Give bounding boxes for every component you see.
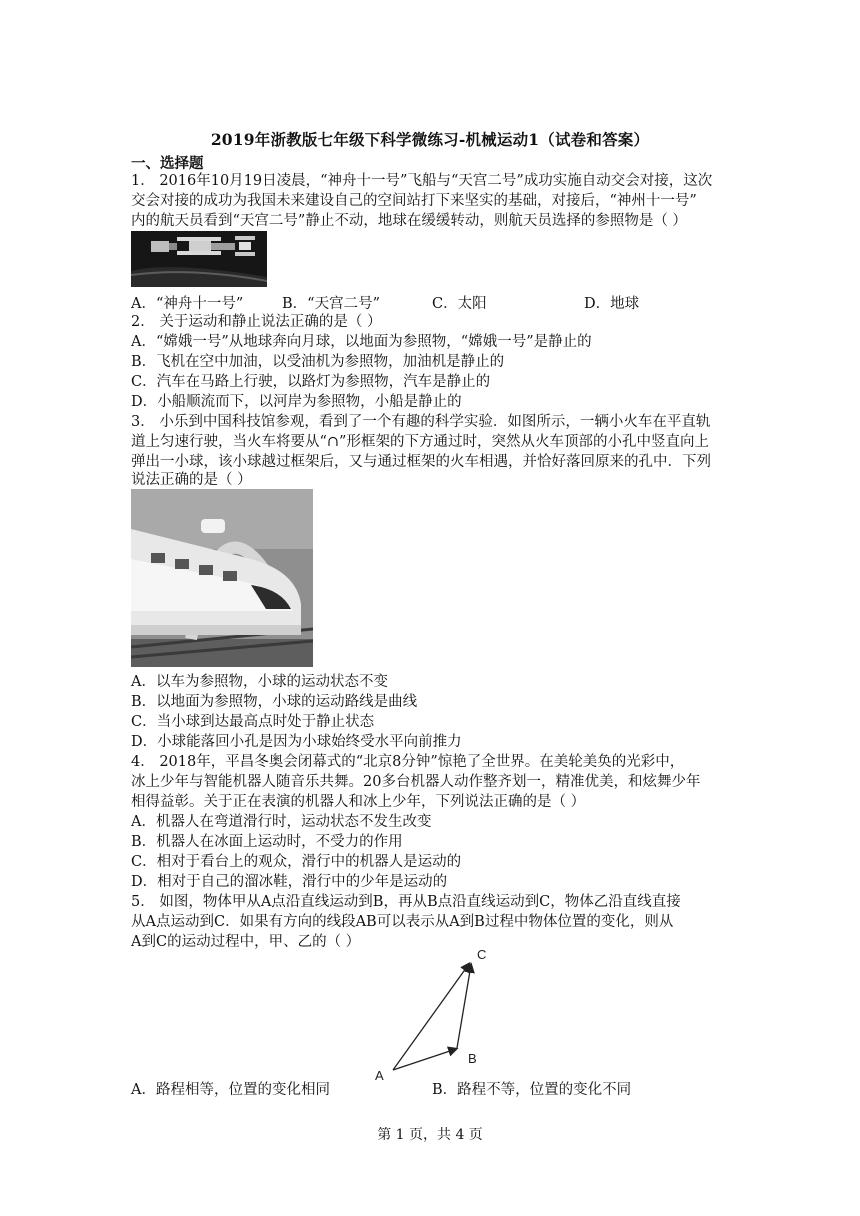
q2-option-d: D．小船顺流而下，以河岸为参照物，小船是静止的 [131, 394, 462, 410]
page-footer: 第 1 页，共 4 页 [377, 1127, 483, 1143]
q4-option-d: D．相对于自己的溜冰鞋，滑行中的少年是运动的 [131, 874, 448, 890]
q3-option-c: C．当小球到达最高点时处于静止状态 [131, 714, 375, 730]
q3-option-d: D．小球能落回小孔是因为小球始终受水平向前推力 [131, 734, 462, 750]
q1-option-b: B．“天宫二号” [282, 296, 380, 312]
point-b-label: B [468, 1051, 477, 1066]
section-heading: 一、选择题 [131, 155, 204, 172]
q2-option-a: A．“嫦娥一号”从地球奔向月球，以地面为参照物，“嫦娥一号”是静止的 [131, 334, 592, 350]
q1-option-c: C．太阳 [432, 296, 487, 312]
q1-option-a: A．“神舟十一号” [131, 296, 244, 312]
q2-option-b: B．飞机在空中加油，以受油机为参照物，加油机是静止的 [131, 354, 505, 370]
q3-line-3: 弹出一小球，该小球越过框架后，又与通过框架的火车相遇，并恰好落回原来的孔中．下列 [131, 454, 711, 470]
q3-option-a: A．以车为参照物，小球的运动状态不变 [131, 674, 388, 690]
displacement-vector-diagram [365, 942, 495, 1082]
q2-option-c: C．汽车在马路上行驶，以路灯为参照物，汽车是静止的 [131, 374, 491, 390]
point-a-label: A [375, 1068, 384, 1082]
spacecraft-docking-photo [131, 231, 267, 287]
q4-option-a: A．机器人在弯道滑行时，运动状态不发生改变 [131, 814, 432, 830]
train-experiment-photo [131, 489, 313, 667]
vector-ac [393, 964, 469, 1070]
q4-line-3: 相得益彰。关于正在表演的机器人和冰上少年，下列说法正确的是（ ） [131, 794, 586, 810]
q1-line-3: 内的航天员看到“天宫二号”静止不动，地球在缓缓转动，则航天员选择的参照物是（ ） [131, 213, 687, 229]
q1-line-1: 1． 2016年10月19日凌晨，“神舟十一号”飞船与“天宫二号”成功实施自动交会对接，这次 [131, 173, 713, 189]
q4-line-2: 冰上少年与智能机器人随音乐共舞。20多台机器人动作整齐划一，精准优美，和炫舞少年 [131, 774, 701, 790]
q4-option-c: C．相对于看台上的观众，滑行中的机器人是运动的 [131, 854, 462, 870]
q3-line-1: 3． 小乐到中国科技馆参观，看到了一个有趣的科学实验．如图所示，一辆小火车在平直轨 [131, 414, 711, 430]
q1-option-d: D．地球 [584, 296, 640, 312]
q4-line-1: 4． 2018年，平昌冬奥会闭幕式的“北京8分钟”惊艳了全世界。在美轮美奂的光彩中， [131, 754, 685, 770]
q5-line-1: 5． 如图，物体甲从A点沿直线运动到B，再从B点沿直线运动到C，物体乙沿直线直接 [131, 894, 681, 910]
point-c-label: C [477, 947, 487, 962]
q4-option-b: B．机器人在冰面上运动时，不受力的作用 [131, 834, 403, 850]
q3-line-2: 道上匀速行驶，当火车将要从“∩”形框架的下方通过时，突然从火车顶部的小孔中竖直向上 [131, 434, 709, 450]
q3-line-4: 说法正确的是（ ） [131, 472, 252, 488]
q5-line-3: A到C的运动过程中，甲、乙的（ ） [131, 934, 361, 950]
vector-ab [393, 1049, 456, 1070]
q5-line-2: 从A点运动到C．如果有方向的线段AB可以表示从A到B过程中物体位置的变化，则从 [131, 914, 674, 930]
q5-option-b: B．路程不等，位置的变化不同 [432, 1082, 632, 1098]
q1-line-2: 交会对接的成功为我国未来建设自己的空间站打下来坚实的基础，对接后，“神州十一号” [131, 193, 697, 209]
q5-option-a: A．路程相等，位置的变化相同 [131, 1082, 330, 1098]
q3-option-b: B．以地面为参照物，小球的运动路线是曲线 [131, 694, 418, 710]
page-title: 2019年浙教版七年级下科学微练习-机械运动1（试卷和答案） [210, 130, 650, 149]
q2-stem: 2． 关于运动和静止说法正确的是（ ） [131, 314, 382, 330]
